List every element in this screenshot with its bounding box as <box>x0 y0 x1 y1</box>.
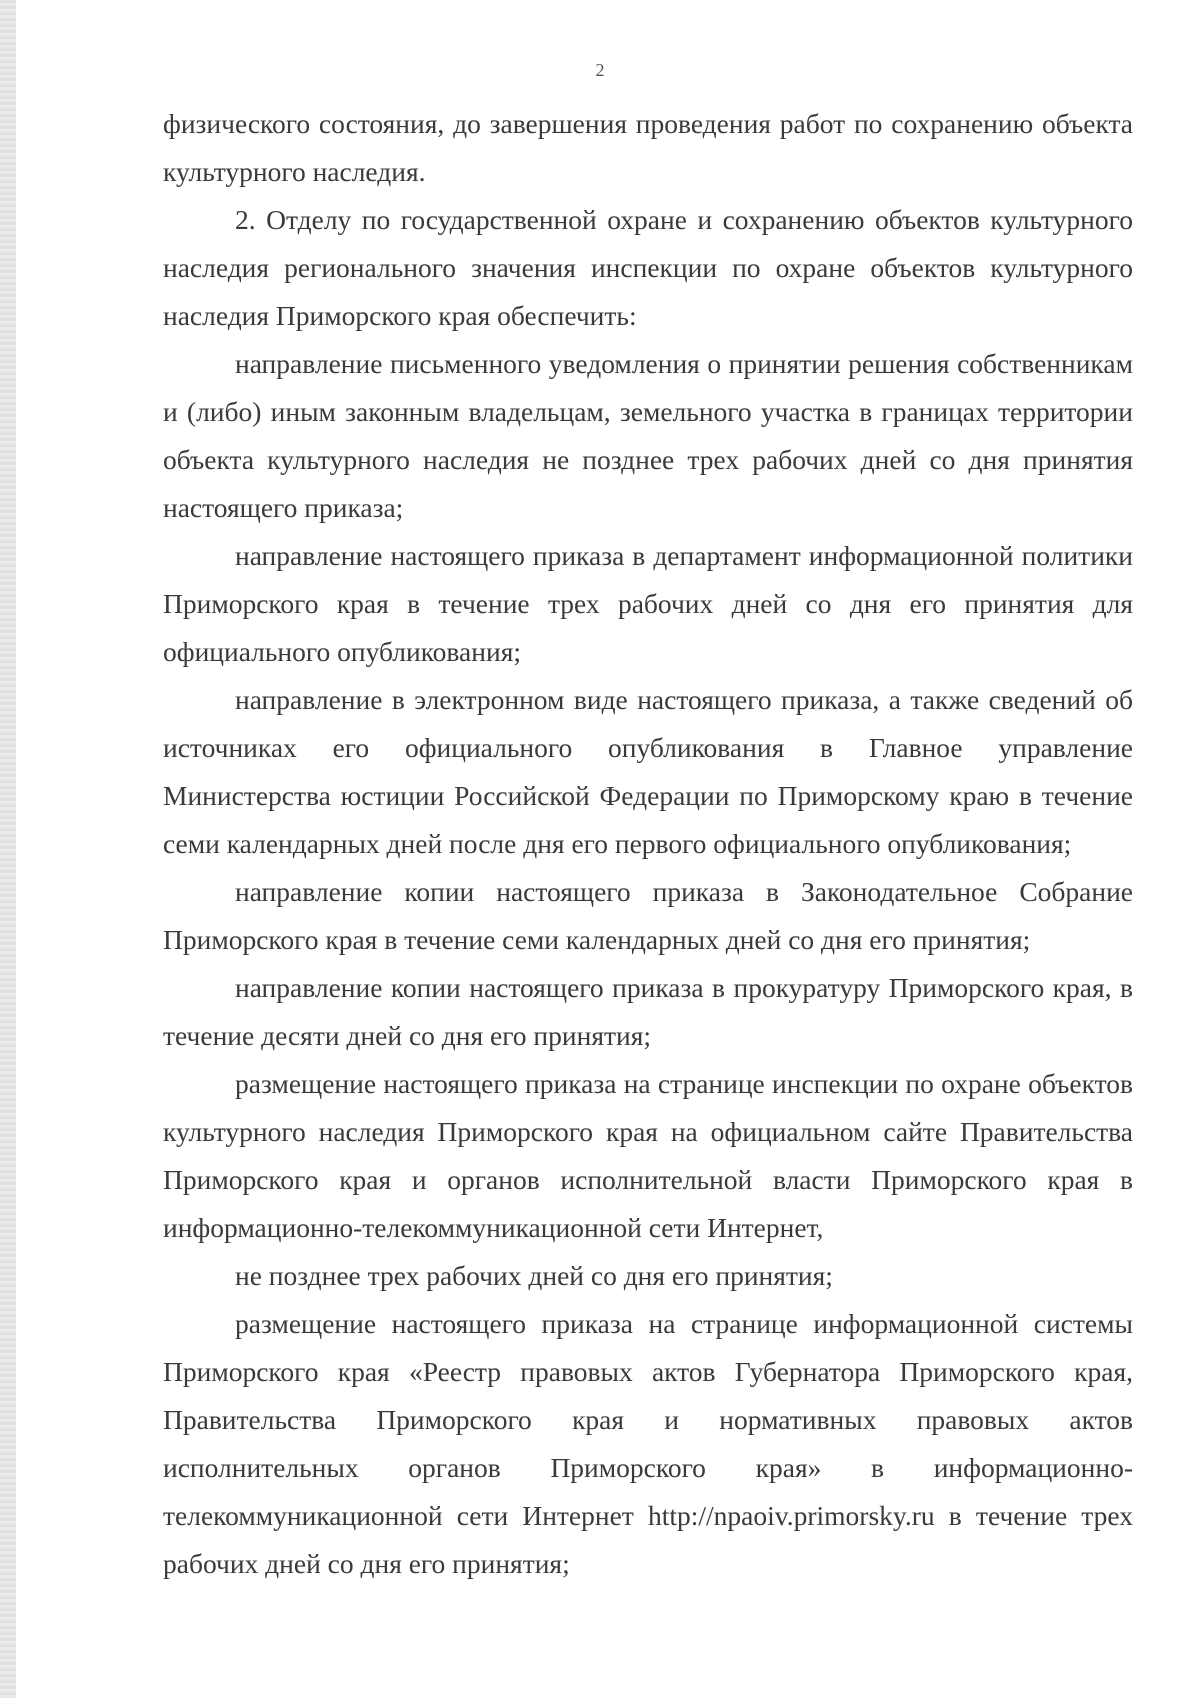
paragraph-website-deadline: не позднее трех рабочих дней со дня его принятия; <box>235 1260 833 1291</box>
document-body <box>163 100 1133 1588</box>
page-number: 2 <box>595 60 605 80</box>
paragraph-notification: направление письменного уведомления о принятии решения собственникам и (либо) иным законным владельцам, земельного участка в границах территории объекта культурного наследия не позднее трех рабочих дней со дня принятия настоящего приказа; <box>163 348 1133 523</box>
paragraph-prosecutor: направление копии настоящего приказа в прокуратуру Приморского края, в течение десяти дней со дня его принятия; <box>163 972 1133 1051</box>
paragraph-registry-placement: размещение настоящего приказа на странице информационной системы Приморского края «Реестр правовых актов Губернатора Приморского края, Правительства Приморского края и нормативных правовых актов исполнительных органов Приморского края» в информационно-телекоммуникационной сети Интернет http://npaoiv.primorsky.ru в течение трех рабочих дней со дня его принятия; <box>163 1308 1133 1579</box>
paragraph-item-2: 2. Отделу по государственной охране и сохранению объектов культурного наследия регионального значения инспекции по охране объектов культурного наследия Приморского края обеспечить: <box>163 204 1133 331</box>
scan-edge-artifact <box>0 0 16 1698</box>
paragraph-website-placement: размещение настоящего приказа на странице инспекции по охране объектов культурного наследия Приморского края на официальном сайте Правительства Приморского края и органов исполнительной власти Приморского края в информационно-телекоммуникационной сети Интернет, <box>163 1068 1133 1243</box>
paragraph-ministry-justice: направление в электронном виде настоящего приказа, а также сведений об источниках его официального опубликования в Главное управление Министерства юстиции Российской Федерации по Приморскому краю в течение семи календарных дней после дня его первого официального опубликования; <box>163 684 1133 859</box>
paragraph-info-policy: направление настоящего приказа в департамент информационной политики Приморского края в течение трех рабочих дней со дня его принятия для официального опубликования; <box>163 540 1133 667</box>
paragraph-legislative-assembly: направление копии настоящего приказа в Законодательное Собрание Приморского края в течение семи календарных дней со дня его принятия; <box>163 876 1133 955</box>
paragraph-continuation: физического состояния, до завершения проведения работ по сохранению объекта культурного наследия. <box>163 108 1133 187</box>
